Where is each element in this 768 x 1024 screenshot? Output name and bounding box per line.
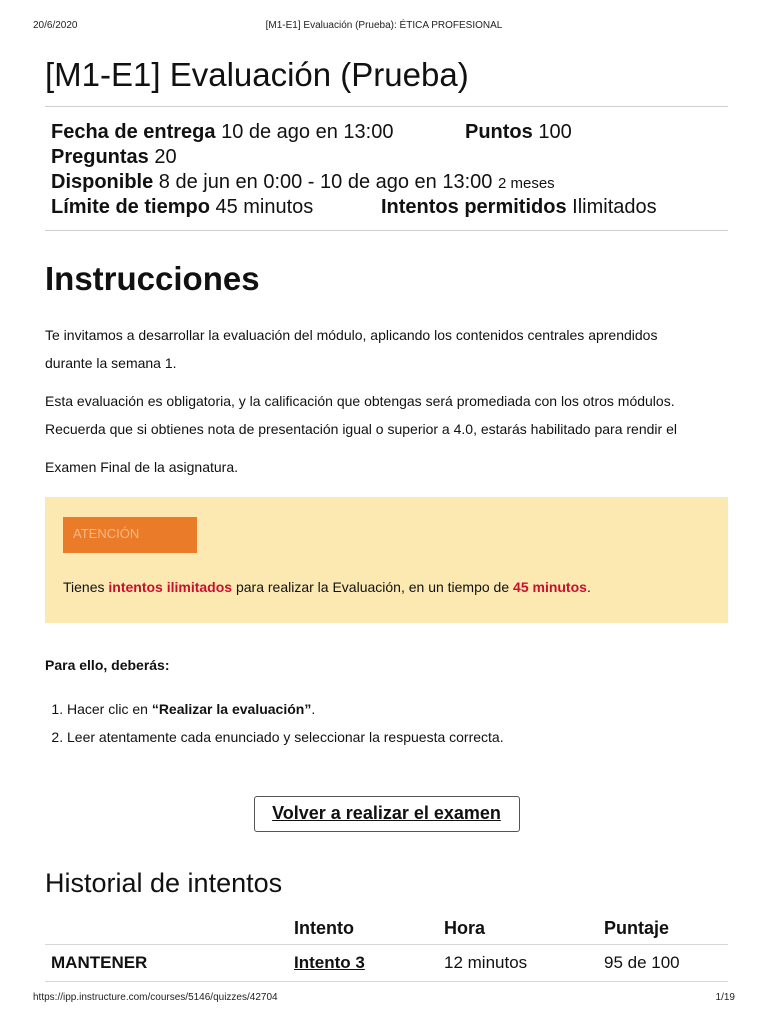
attempt-status: MANTENER	[45, 945, 294, 982]
instructions-paragraph-1	[45, 321, 728, 377]
available-duration: 2 meses	[497, 175, 555, 192]
attempt-link[interactable]: Intento 3	[294, 953, 365, 972]
print-footer	[33, 992, 735, 1006]
steps-intro: Para ello, deberás:	[45, 657, 170, 673]
print-page-title: [M1-E1] Evaluación (Prueba): ÉTICA PROFESIONAL	[265, 20, 503, 31]
details-row-due	[51, 120, 728, 145]
available-label: Disponible	[51, 171, 154, 193]
p1-line-1: Te invitamos a desarrollar la evaluación del módulo, aplicando los contenidos centrales aprendidos	[45, 327, 658, 343]
alert-text-middle: para realizar la Evaluación, en un tiempo de	[232, 579, 514, 595]
step1-before: Hacer clic en	[67, 701, 152, 717]
due-value: 10 de ago en 13:00	[221, 121, 394, 143]
quiz-title: [M1-E1] Evaluación (Prueba)	[45, 50, 728, 107]
alert-text-after: .	[586, 579, 591, 595]
points-label: Puntos	[465, 121, 533, 143]
alert-highlight-attempts: intentos ilimitados	[108, 579, 233, 595]
attention-tag: ATENCIÓN	[63, 517, 197, 553]
alert-text-before: Tienes	[63, 579, 109, 595]
attempt-score: 95 de 100	[604, 945, 728, 982]
main-content	[45, 50, 728, 982]
attempts-history-table	[45, 912, 728, 982]
step1-after: .	[311, 701, 316, 717]
quiz-details	[45, 107, 728, 231]
details-row-time-limit	[51, 195, 728, 220]
history-heading: Historial de intentos	[45, 868, 283, 898]
column-header-score: Puntaje	[604, 912, 728, 945]
print-header	[33, 20, 735, 34]
attention-text	[63, 579, 591, 595]
p1-line-2: durante la semana 1.	[45, 355, 177, 371]
instructions-paragraph-3: Examen Final de la asignatura.	[45, 459, 238, 475]
table-header-row	[45, 912, 728, 945]
column-header-time: Hora	[444, 912, 604, 945]
attempts-value: Ilimitados	[572, 196, 657, 218]
time-limit-value: 45 minutos	[215, 196, 314, 218]
column-header-status	[45, 912, 294, 945]
time-limit-label: Límite de tiempo	[51, 196, 210, 218]
steps-list	[45, 695, 728, 751]
retake-button-wrap	[45, 796, 728, 832]
step-item-1	[67, 695, 728, 723]
print-page-number: 1/19	[715, 992, 735, 1003]
due-label: Fecha de entrega	[51, 121, 216, 143]
step1-bold: “Realizar la evaluación”	[151, 701, 312, 717]
details-row-questions	[51, 145, 728, 170]
points-group	[465, 120, 572, 145]
available-value: 8 de jun en 0:00 - 10 de ago en 13:00	[158, 171, 493, 193]
print-date: 20/6/2020	[33, 20, 78, 31]
retake-quiz-button[interactable]: Volver a realizar el examen	[254, 796, 520, 832]
p2-line-2: Recuerda que si obtienes nota de presentación igual o superior a 4.0, estarás habilitado para rendir el	[45, 421, 677, 437]
attempts-group	[381, 195, 657, 220]
questions-value: 20	[154, 146, 177, 168]
instructions-paragraph-2	[45, 387, 728, 443]
questions-label: Preguntas	[51, 146, 149, 168]
column-header-attempt: Intento	[294, 912, 444, 945]
attempt-time: 12 minutos	[444, 945, 604, 982]
details-row-available	[51, 170, 728, 195]
attempts-label: Intentos permitidos	[381, 196, 567, 218]
table-row	[45, 945, 728, 982]
attempt-cell	[294, 945, 444, 982]
attention-box	[45, 497, 728, 623]
p2-line-1: Esta evaluación es obligatoria, y la calificación que obtengas será promediada con los otros módulos.	[45, 393, 675, 409]
step-item-2: 2. Leer atentamente cada enunciado y seleccionar la respuesta correcta.	[67, 723, 728, 751]
alert-highlight-time: 45 minutos	[513, 579, 587, 595]
points-value: 100	[538, 121, 572, 143]
instructions-heading: Instrucciones	[45, 260, 260, 297]
print-url: https://ipp.instructure.com/courses/5146/quizzes/42704	[33, 992, 278, 1003]
